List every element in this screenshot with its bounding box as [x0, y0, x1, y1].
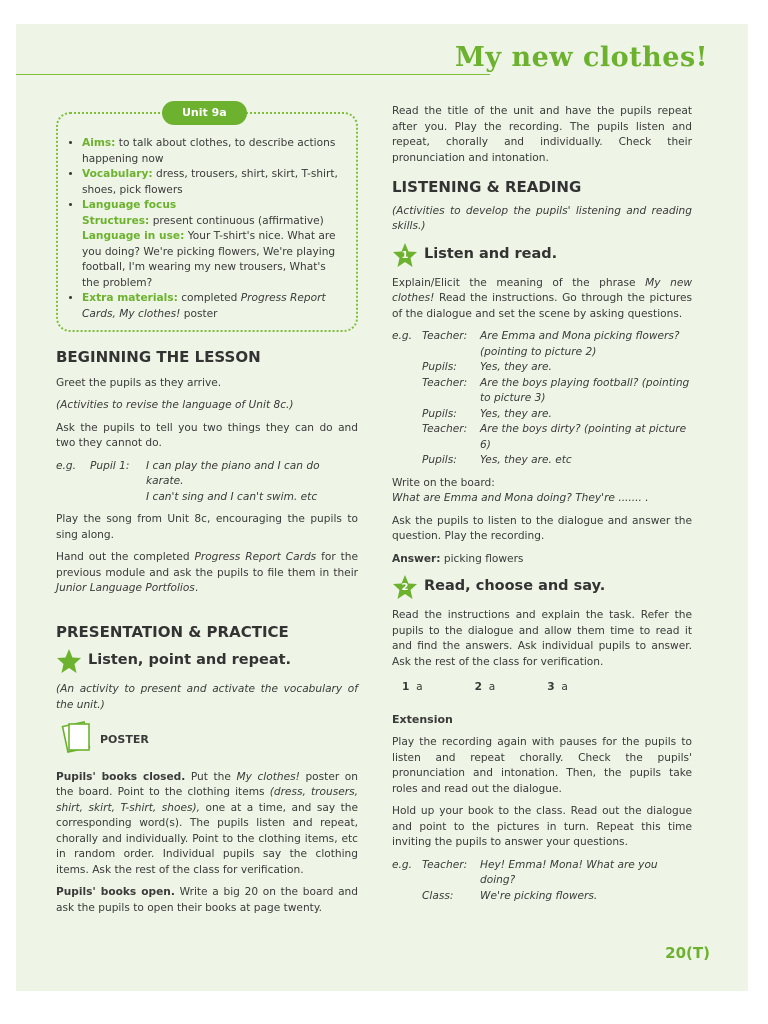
vocab-text: dress, trousers, shirt, skirt, T-shirt, shoes, pick flowers	[82, 168, 338, 196]
eg-label: e.g.	[392, 330, 412, 342]
structures-text: present continuous (affirmative)	[152, 214, 324, 227]
unit-list	[68, 136, 346, 322]
paragraph: Ask the pupils to listen to the dialogue and answer the question. Play the recording.	[392, 514, 692, 542]
aims-label: Aims:	[82, 137, 116, 149]
answer-item: 2 a	[474, 681, 496, 693]
extra-text: completed	[181, 292, 238, 304]
star-icon	[56, 648, 82, 674]
aims-item	[82, 136, 346, 167]
vocab-item	[82, 167, 346, 198]
activity-title: Read, choose and say.	[424, 578, 606, 595]
example-dialogue	[392, 858, 692, 905]
eg-speaker: Pupils:	[422, 454, 457, 466]
page-number: 20(T)	[665, 944, 710, 962]
eg-line: Yes, they are.	[480, 407, 552, 420]
poster-icon	[60, 720, 94, 760]
unit-box	[56, 106, 358, 332]
extra-text-end: poster	[183, 307, 218, 320]
unit-tab: Unit 9a	[162, 101, 247, 125]
aims-text: to talk about clothes, to describe actions happening now	[82, 137, 336, 165]
eg-speaker: Teacher:	[422, 423, 468, 435]
answer-line: Answer: picking flowers	[392, 552, 524, 565]
answer-item: 3 a	[547, 681, 568, 693]
paragraph: Greet the pupils as they arrive.	[56, 376, 222, 389]
poster-row	[60, 720, 358, 760]
right-column	[392, 104, 692, 911]
paragraph: Explain/Elicit the meaning of the phrase My new clothes! Read the instructions. Go through the pictures of the dialogue and set the scene by asking questions.	[392, 276, 692, 320]
eg-line: Yes, they are. etc	[480, 454, 572, 466]
title-rule	[16, 74, 490, 75]
eg-speaker: Pupils:	[422, 407, 457, 420]
activity-number: 1	[401, 249, 409, 261]
use-text: Your T-shirt's nice. What are you doing? We're picking flowers, We're playing football, I'm wearing my new trousers, What's the problem?	[82, 230, 336, 289]
poster-label: POSTER	[100, 733, 149, 746]
eg-line: Yes, they are.	[480, 361, 552, 373]
paragraph: (Activities to develop the pupils' listening and reading skills.)	[392, 204, 692, 232]
use-label: Language in use:	[82, 230, 185, 242]
star-icon	[392, 574, 418, 600]
eg-speaker: Pupils:	[422, 361, 457, 373]
left-column	[56, 104, 358, 923]
extra-text-italic: Progress Report Cards, My clothes!	[82, 292, 326, 320]
focus-label: Language focus	[82, 199, 177, 211]
answer-item: 1 a	[402, 681, 423, 693]
example-dialogue	[392, 329, 692, 469]
paragraph: Ask the pupils to tell you two things they can do and two they cannot do.	[56, 421, 358, 449]
heading-beginning: BEGINNING THE LESSON	[56, 348, 261, 366]
paragraph: Read the instructions and explain the task. Refer the pupils to the dialogue and allow them time to read it and find the answers. Ask individual pupils to answer. Ask the rest of the class for verification.	[392, 609, 692, 668]
paragraph: (Activities to revise the language of Unit 8c.)	[56, 399, 294, 411]
paragraph: Write on the board: What are Emma and Mona doing? They're ....... .	[392, 476, 649, 504]
eg-speaker: Teacher:	[422, 330, 468, 342]
eg-speaker: Teacher:	[422, 376, 468, 389]
activity-number: 2	[401, 582, 409, 593]
structures-label: Structures:	[82, 214, 150, 227]
eg-line: Hey! Emma! Mona! What are you doing?	[480, 858, 658, 886]
star-icon	[392, 242, 418, 268]
eg-line: Are the boys dirty? (pointing at picture 6)	[480, 423, 687, 451]
paragraph: Pupils' books open. Write a big 20 on the board and ask the pupils to open their books at page twenty.	[56, 886, 358, 914]
activity-heading	[56, 648, 358, 674]
eg-speaker: Class:	[422, 889, 454, 902]
extension-heading: Extension	[392, 712, 453, 726]
heading-presentation: PRESENTATION & PRACTICE	[56, 622, 289, 641]
paragraph: Pupils' books closed. Put the My clothes! poster on the board. Point to the clothing items (dress, trousers, shirt, skirt, T-shirt, shoes), one at a time, and say the corresponding word(s). The pupils listen and repeat, chorally and individually. Point to the clothing items, etc in random order. Individual pupils say the clothing items. Ask the rest of the class for verification.	[56, 770, 358, 876]
paragraph: Hold up your book to the class. Read out the dialogue and point to the pictures in turn. Repeat this time inviting the pupils to answer your questions.	[392, 805, 692, 848]
eg-line: I can play the piano and I can do karate.	[146, 459, 320, 487]
answer-key	[402, 680, 692, 696]
eg-line: We're picking flowers.	[480, 889, 598, 902]
eg-speaker: Pupil 1:	[90, 459, 130, 472]
eg-line: Are Emma and Mona picking flowers? (pointing to picture 2)	[480, 330, 680, 358]
paragraph: Read the title of the unit and have the pupils repeat after you. Play the recording. The pupils listen and repeat, chorally and individually. Check their pronunciation and intonation.	[392, 105, 692, 164]
paragraph: Hand out the completed Progress Report Cards for the previous module and ask the pupils to file them in their Junior Language Portfolios.	[56, 551, 358, 594]
focus-item	[82, 198, 346, 291]
heading-listening: LISTENING & READING	[392, 178, 582, 196]
extra-item	[82, 291, 346, 322]
activity-heading	[392, 242, 692, 268]
eg-speaker: Teacher:	[422, 858, 468, 871]
paragraph: Play the song from Unit 8c, encouraging the pupils to sing along.	[56, 513, 358, 541]
extra-label: Extra materials:	[82, 292, 178, 304]
eg-label: e.g.	[56, 459, 76, 472]
activity-heading	[392, 574, 692, 600]
eg-line: I can't sing and I can't swim. etc	[146, 490, 318, 503]
activity-title: Listen and read.	[424, 245, 558, 262]
example-block	[56, 459, 358, 506]
eg-label: e.g.	[392, 858, 412, 871]
paragraph: Play the recording again with pauses for the pupils to listen and repeat chorally. Check the pupils' pronunciation and intonation. Then, the pupils take roles and read out the dialogue.	[392, 736, 692, 795]
activity-title: Listen, point and repeat.	[88, 652, 292, 669]
vocab-label: Vocabulary:	[82, 168, 153, 180]
page-title: My new clothes!	[455, 42, 708, 73]
paragraph: (An activity to present and activate the vocabulary of the unit.)	[56, 683, 358, 711]
eg-line: Are the boys playing football? (pointing to picture 3)	[480, 376, 690, 404]
